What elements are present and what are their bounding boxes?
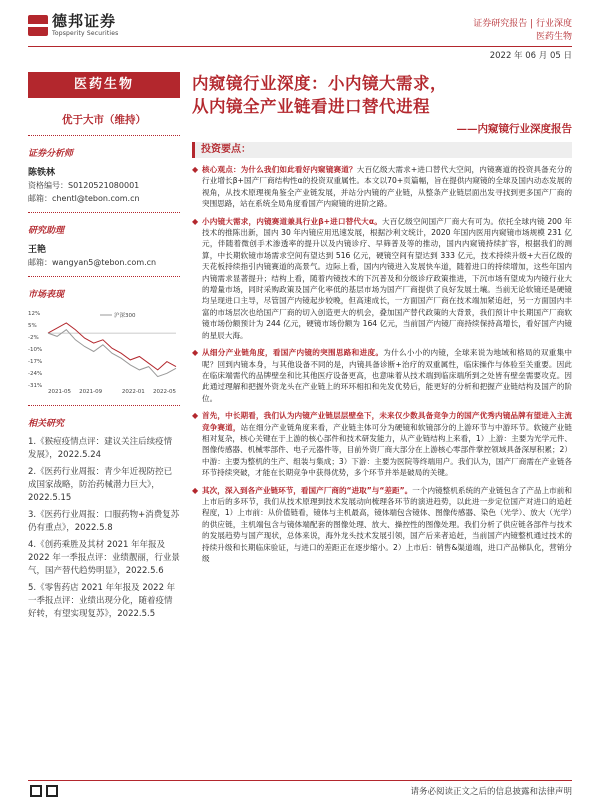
diamond-bullet-icon: ◆: [192, 411, 199, 421]
key-point-body: 大百亿级大需求+进口替代大空间，内镜赛道的投资具备充分的行业增长β+国产厂商结构性α的投资双重属性。本文以70+页篇幅，旨在提供内窥镜的全球及国内动态发展的视角，从技术原理视角鉴全产业链发展，并站分内镜的产业链，从整条产业链层面出发寻找到更多国产厂商的突围思路，站在系统全局角度看国产内窥镜的进阶之路。: [202, 165, 572, 209]
rating: 优于大市（维持）: [28, 112, 180, 136]
key-point: [192, 485, 572, 565]
logo-name-cn: 德邦证券: [52, 12, 117, 30]
qr-code-icon: [30, 785, 42, 797]
report-title-line1: 内窥镜行业深度：小内镜大需求，: [192, 74, 447, 93]
logo-name-en: Topsperity Securities: [52, 30, 119, 37]
related-item[interactable]: 4.《创药乘胜及其材 2021 年年报及 2022 年一季报点评：业绩靓丽，行业景气，国产替代趋势明显》，2022.5.6: [28, 540, 180, 576]
diamond-bullet-icon: ◆: [192, 348, 199, 358]
key-point: [192, 410, 572, 478]
main-content: [192, 72, 572, 564]
divider: [28, 276, 180, 277]
assistant-email[interactable]: 邮箱：wangyan5@tebon.com.cn: [28, 258, 157, 267]
sector-tag: 医药生物: [535, 32, 572, 42]
key-point-lead: 其次，深入到各产业链环节，看国产厂商的“进取”与“差距”。: [202, 485, 413, 495]
divider: [28, 212, 180, 213]
key-point-body: 一个内镜整机系统的产业链包含了产品上市前和上市后的多环节，我们从技术原理到技术发展动向梳理各环节的演进趋势，以此进一步定位国产对进口的追赶程度，1）上市前：从价值链看，镜体与主机最高，镜体端包含镜体、图像传感器、染色（光学）、放大（光学）的供应链，主机端包含与镜体端配套的图像处理、放大、操控性的图像处理。我们分析了供应链各部件与技术的发展趋势与国产现状，总体来说，海外龙头技术发展引领，国产后来者追赶，当前国产内镜整机通过技术的持续升级和长期临床验证，与进口的差距正在逐步缩小。2）上市后：销售&渠道端，进口产品梯队化，营销分级: [202, 485, 572, 563]
chart-svg: [28, 307, 180, 397]
assistant-section-title: 研究助理: [28, 226, 65, 236]
related-item[interactable]: 2.《医药行业周报：青少年近视防控已成国家战略，防治药械潜力巨大》，2022.5.15: [28, 467, 173, 503]
report-type: 证券研究报告 | 行业深度: [473, 19, 572, 29]
key-point-lead: 首先，中长期看，我们认为内镜产业链层层壁垒下，未来仅少数具备竞争力的国产优秀内镜品牌有望进入主流竞争赛道，: [202, 411, 572, 432]
x-tick-label: 2022-05: [153, 389, 176, 395]
y-tick-label: -24%: [28, 371, 43, 377]
logo-mark-icon: [28, 15, 48, 37]
page-header: [0, 0, 600, 61]
footer-divider: [28, 780, 572, 781]
analyst-name: 陈铁林: [28, 168, 56, 178]
legend-label: 沪深300: [114, 313, 136, 319]
analyst-cert: 资格编号：S0120521080001: [28, 181, 140, 190]
related-item[interactable]: 3.《医药行业周报：口服药物+消费复苏仍有重点》，2022.5.8: [28, 510, 180, 533]
qr-code-icon: [46, 785, 58, 797]
y-tick-label: -10%: [28, 347, 43, 353]
related-list: [28, 436, 180, 621]
key-point-lead: 从细分产业链角度，看国产内镜的突围思路和进度。: [202, 348, 384, 358]
market-performance-chart: [28, 307, 180, 397]
key-point-lead: 核心观点：为什么我们如此看好内窥镜赛道？: [202, 165, 357, 174]
page-footer: [0, 780, 600, 800]
analyst-email[interactable]: 邮箱：chentl@tebon.com.cn: [28, 194, 140, 203]
key-points-heading: 投资要点：: [192, 142, 572, 158]
key-point-body: 大百亿级空间国产厂商大有可为。依托全球内镜 200 年技术的推陈出新，国内 30 年内镜应用迅速发展，根据沙利文统计，2020 年国内医用内窥镜市场规模 231 亿元，伴随着微创手术渗透率的提升以及内镜诊疗、早筛普及等的推动，国内内窥镜持续扩容，根据我们的测算，中长期软镜市场需求空间有望达到 516 亿元，硬镜空间有望达到 333 亿元，技术持续升级+大百亿级的天花板持续指引内镜赛道的高景气。边际上看，国内内镜进入发展快车道，随着进口的持续增加，这些年国内内镜需求显著提升；结构上看，随着内镜技术的下沉普及和分级诊疗政策推进，下沉市场有望成为内镜行业大的增量市场，同时采购政策及国产化率低的基层市场为国产厂商提供了良好发展土壤。当前无论软镜还是硬镜均呈现进口主导，尽管国产内镜起步较晚，但高速成长，一方面国产厂商在技术端加紧追赶，另一方面国内丰富的市场层次也给国产厂商的切入创造更大的机会，叠加国产替代政策的大背景，我们预计中长期国产厂商软镜市场份额预计为 244 亿元，硬镜市场份额为 164 亿元，当前国产内镜厂商持续保持高增长，看好国产内镜的星辰大海。: [202, 216, 572, 340]
related-item[interactable]: 5.《零售药店 2021 年年报及 2022 年一季报点评：业绩出现分化，随着疫情好转，有望实现复苏》，2022.5.5: [28, 583, 176, 619]
sector-label: 医药生物: [28, 72, 180, 98]
analyst-section-title: 证券分析师: [28, 149, 74, 159]
x-tick-label: 2022-01: [121, 389, 145, 395]
y-tick-label: -2%: [28, 335, 39, 341]
key-point-body: 站在细分产业链角度来看，产业链主体可分为硬镜和软镜部分的上游环节与中游环节。软镜产业链相对复杂，核心关键在于上游的核心部件和技术研发能力，从产业链结构上来看，1）上游：主要为光学元件、图像传感器、机械零部件、电子元器件等，目前外资厂商大部分在上游核心零部件掌控领域具备深厚积累；2）中游：主要为整机的生产、组装与集成；3）下游：主要为医院等终端用户。我们认为，国产厂商需在产业链各环节持续突破，才能在长期竞争中获得优势，多个环节并举是破局的关键。: [202, 422, 573, 478]
key-point: [192, 164, 572, 210]
header-divider: [28, 46, 572, 47]
market-section-title: 市场表现: [28, 290, 65, 300]
company-logo: [28, 14, 118, 37]
y-tick-label: 5%: [28, 323, 37, 329]
report-subtitle: ——内窥镜行业深度报告: [456, 123, 572, 135]
diamond-bullet-icon: ◆: [192, 216, 199, 226]
y-tick-label: -17%: [28, 359, 43, 365]
key-point: [192, 216, 572, 341]
key-point-lead: 小内镜大需求，内镜赛道兼具行业β+进口替代大α。: [202, 216, 383, 226]
key-point-body: 为什么小小的内镜，全球来说为地域和格局的双重集中呢？回到内镜本身，与其他设备不同的是，内镜具备诊断+治疗的双重属性，临床操作与体验至关重要。因此在临床端需代的品牌壁垒和比其他医疗设备更高，也意味着从技术端到临床端所到之处皆有壁垒需要攻克。因此通过理解和把握外资龙头在产业链上的环环相扣和先发优势后，能更好的分析和把握产业链结构及国产的阶位。: [202, 348, 572, 403]
disclaimer-note: 请务必阅读正文之后的信息披露和法律声明: [410, 787, 572, 797]
y-tick-label: 12%: [28, 311, 41, 317]
related-section-title: 相关研究: [28, 419, 65, 429]
divider: [28, 405, 180, 406]
report-title-line2: 从内镜全产业链看进口替代进程: [192, 97, 430, 116]
diamond-bullet-icon: ◆: [192, 485, 199, 495]
x-tick-label: 2021-05: [48, 389, 71, 395]
left-sidebar: [28, 72, 180, 621]
y-tick-label: -31%: [28, 383, 43, 389]
report-date: 2022 年 06 月 05 日: [489, 51, 572, 61]
x-tick-label: 2021-09: [79, 389, 103, 395]
key-point: [192, 347, 572, 404]
diamond-bullet-icon: ◆: [192, 165, 199, 174]
assistant-name: 王艳: [28, 245, 47, 255]
related-item[interactable]: 1.《猴痘疫情点评：建议关注后续疫情发展》，2022.5.24: [28, 437, 173, 460]
